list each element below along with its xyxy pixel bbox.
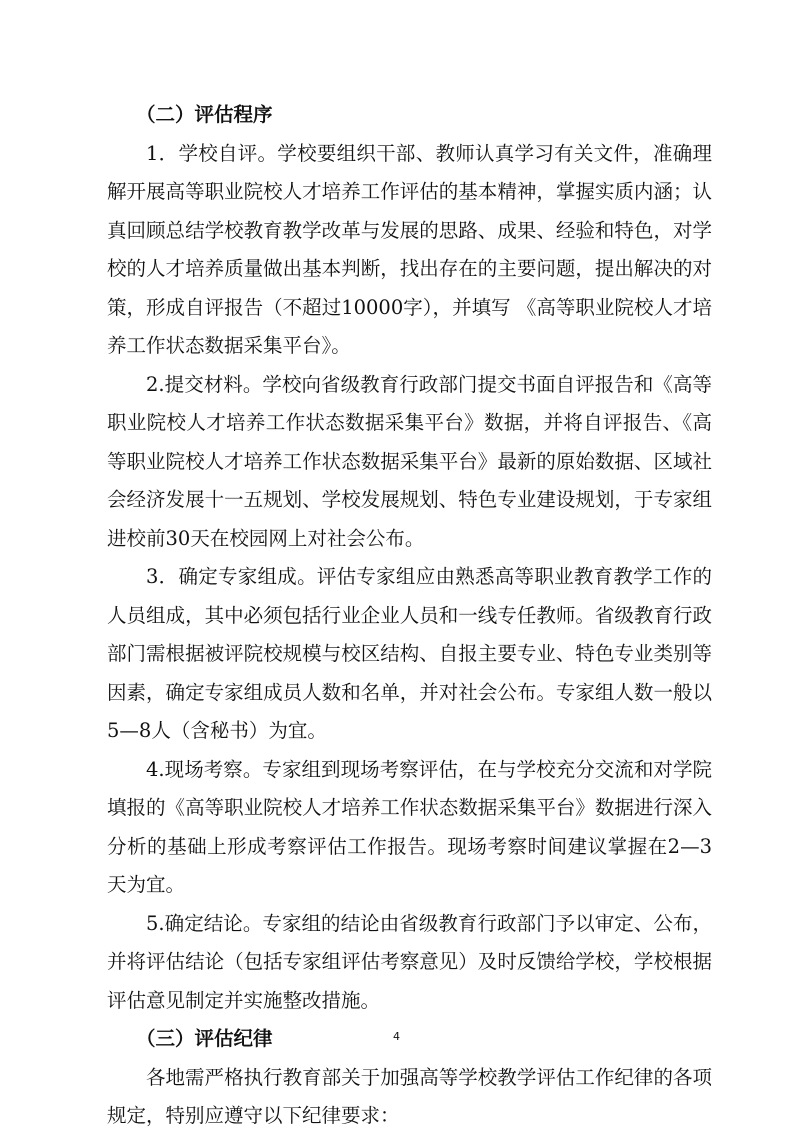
paragraph-discipline-requirements: 各地需严格执行教育部关于加强高等学校教学评估工作纪律的各项规定，特别应遵守以下纪律要求： [107, 1065, 712, 1127]
paragraph-submit-materials: 2.提交材料。学校向省级教育行政部门提交书面自评报告和《高等职业院校人才培养工作状态数据采集平台》数据，并将自评报告、《高等职业院校人才培养工作状态数据采集平台》最新的原始数据、区域社会经济发展十一五规划、学校发展规划、特色专业建设规划，于专家组进校前30天在校园网上对社会公布。 [107, 372, 712, 550]
section-heading-procedure: （二）评估程序 [136, 103, 273, 126]
document-body [107, 96, 712, 1136]
paragraph-expert-panel: 3．确定专家组成。评估专家组应由熟悉高等职业教育教学工作的人员组成，其中必须包括行业企业人员和一线专任教师。省级教育行政部门需根据被评院校规模与校区结构、自报主要专业、特色专业类别等因素，确定专家组成员人数和名单，并对社会公布。专家组人数一般以5—8人（含秘书）为宜。 [107, 565, 712, 742]
paragraph-school-self-evaluation: 1．学校自评。学校要组织干部、教师认真学习有关文件，准确理解开展高等职业院校人才培养工作评估的基本精神，掌握实质内涵；认真回顾总结学校教育教学改革与发展的思路、成果、经验和特色，对学校的人才培养质量做出基本判断，找出存在的主要问题，提出解决的对策，形成自评报告（不超过10000字），并填写 《高等职业院校人才培养工作状态数据采集平台》。 [107, 141, 712, 357]
page-number: 4 [393, 1030, 400, 1043]
section-heading-discipline: （三）评估纪律 [136, 1027, 273, 1050]
paragraph-conclusion: 5.确定结论。专家组的结论由省级教育行政部门予以审定、公布，并将评估结论（包括专家组评估考察意见）及时反馈给学校，学校根据评估意见制定并实施整改措施。 [107, 911, 712, 1012]
paragraph-site-inspection: 4.现场考察。专家组到现场考察评估，在与学校充分交流和对学院填报的《高等职业院校人才培养工作状态数据采集平台》数据进行深入分析的基础上形成考察评估工作报告。现场考察时间建议掌握在2—3天为宜。 [107, 757, 712, 896]
